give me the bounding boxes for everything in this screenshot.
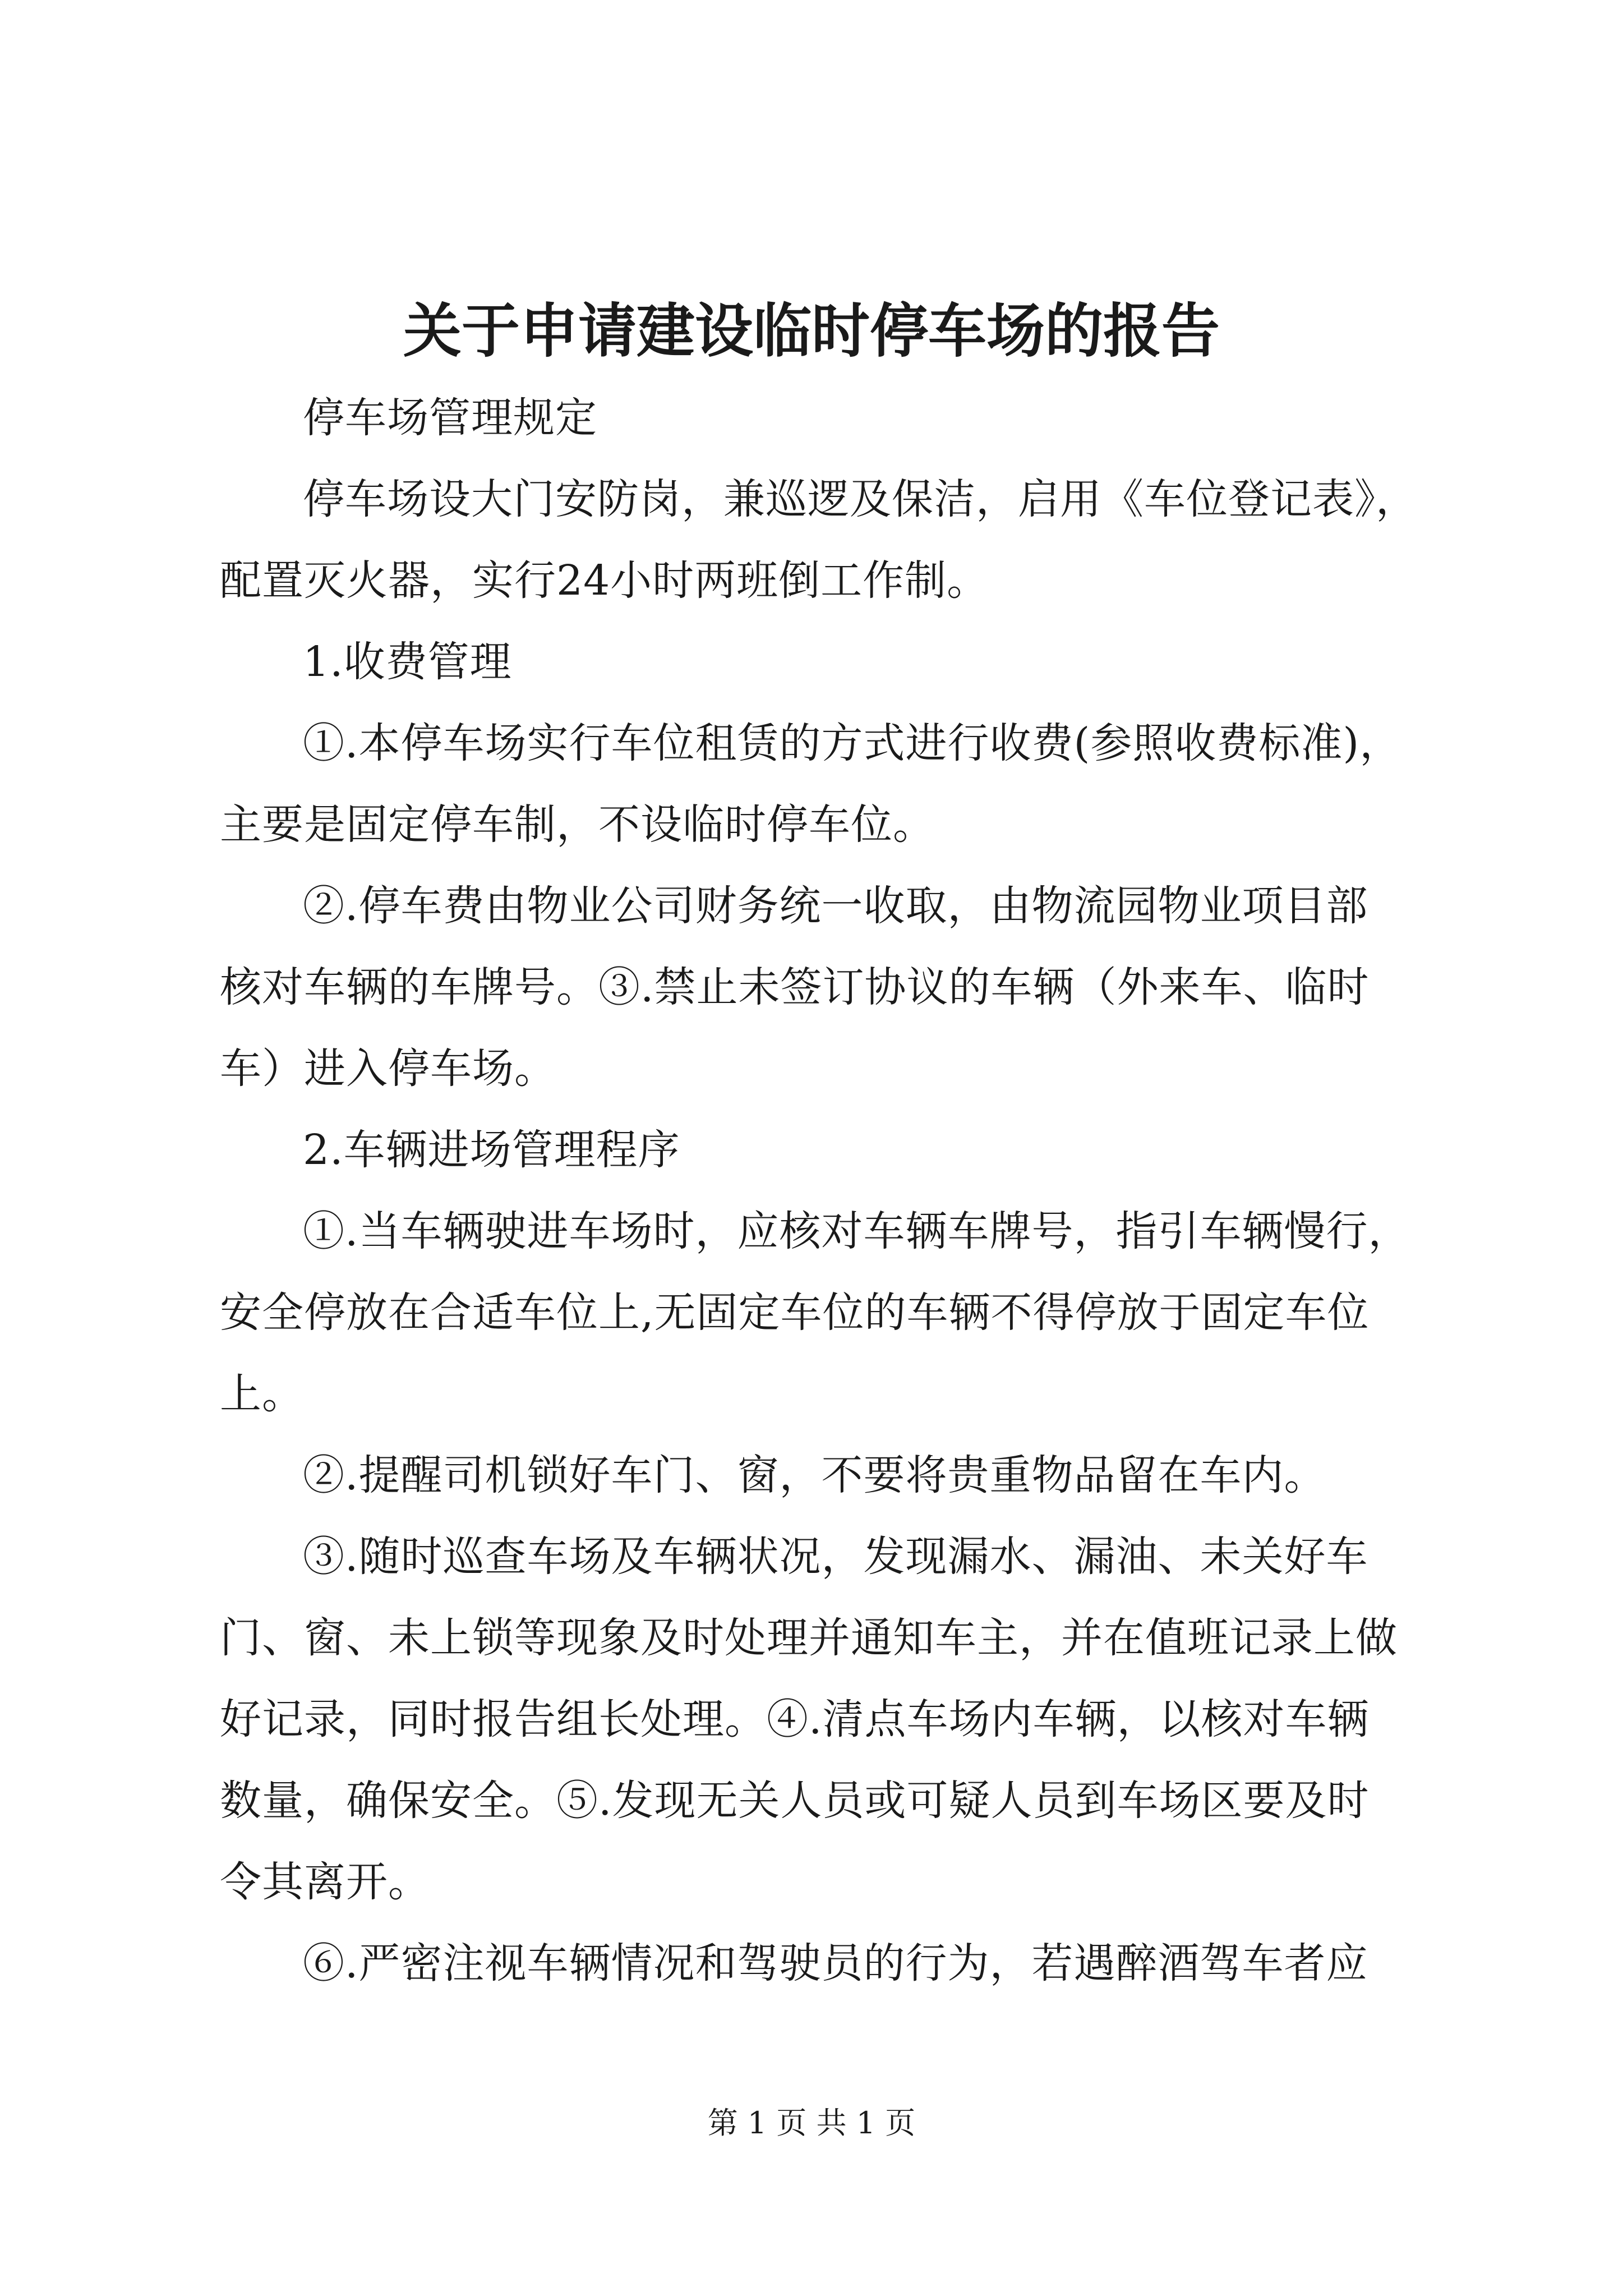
paragraph-line: 车）进入停车场。 [220, 1045, 556, 1093]
paragraph-line: 好记录，同时报告组长处理。④.清点车场内车辆，以核对车辆 [220, 1695, 1370, 1743]
paragraph-line: 配置灭火器，实行24小时两班倒工作制。 [220, 556, 989, 605]
paragraph-line: ⑥.严密注视车辆情况和驾驶员的行为，若遇醉酒驾车者应 [303, 1939, 1368, 1987]
paragraph-line: 令其离开。 [220, 1858, 430, 1906]
paragraph-line: ①.当车辆驶进车场时，应核对车辆车牌号，指引车辆慢行， [303, 1207, 1410, 1255]
section-heading: 停车场管理规定 [303, 394, 597, 442]
paragraph-line: 门、窗、未上锁等现象及时处理并通知车主，并在值班记录上做 [220, 1614, 1398, 1662]
section-heading: 1.收费管理 [303, 638, 512, 686]
page-number-footer: 第 1 页 共 1 页 [707, 2105, 916, 2141]
paragraph-line: 主要是固定停车制，不设临时停车位。 [220, 800, 935, 849]
paragraph-line: 核对车辆的车牌号。③.禁止未签订协议的车辆（外来车、临时 [220, 963, 1370, 1011]
paragraph-line: 数量，确保安全。⑤.发现无关人员或可疑人员到车场区要及时 [220, 1777, 1370, 1825]
paragraph-line: 安全停放在合适车位上,无固定车位的车辆不得停放于固定车位 [220, 1289, 1370, 1337]
paragraph-line: 上。 [220, 1370, 304, 1418]
paragraph-line: ②.停车费由物业公司财务统一收取，由物流园物业项目部 [303, 882, 1368, 930]
document-title: 关于申请建设临时停车场的报告 [403, 296, 1220, 365]
section-heading: 2.车辆进场管理程序 [303, 1126, 680, 1174]
paragraph-line: ①.本停车场实行车位租赁的方式进行收费(参照收费标准)， [303, 719, 1402, 767]
paragraph-line: ③.随时巡查车场及车辆状况，发现漏水、漏油、未关好车 [303, 1533, 1368, 1581]
paragraph-line: ②.提醒司机锁好车门、窗，不要将贵重物品留在车内。 [303, 1451, 1326, 1499]
paragraph-line: 停车场设大门安防岗，兼巡逻及保洁，启用《车位登记表》， [303, 475, 1418, 523]
